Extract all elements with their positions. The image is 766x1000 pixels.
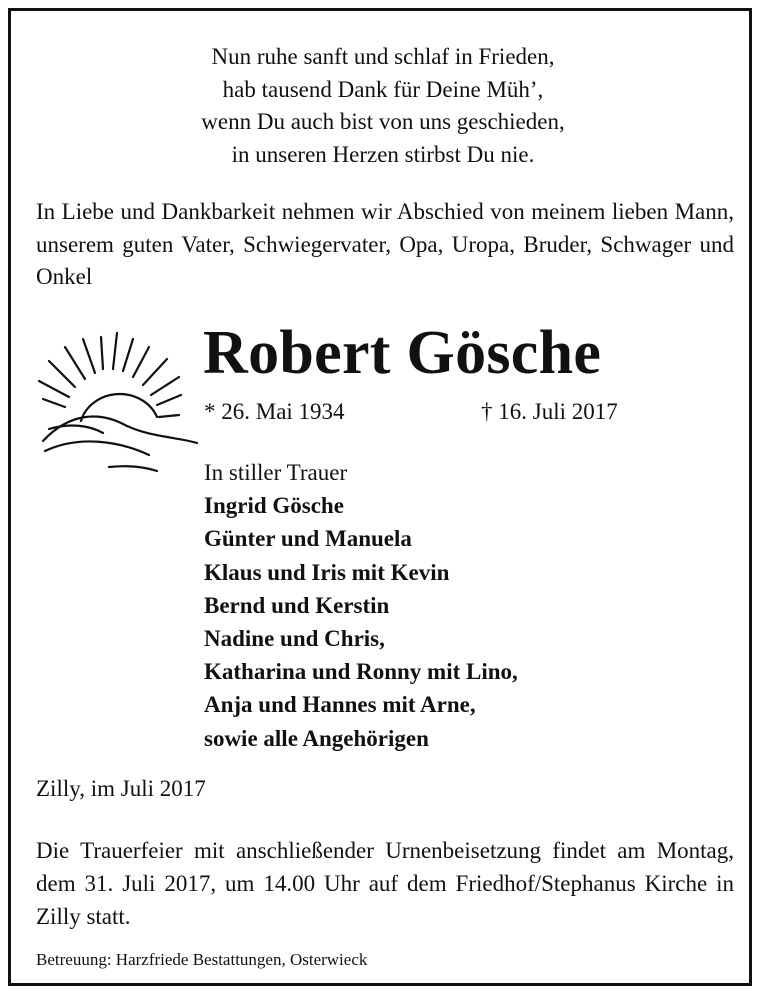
mourner-name: Bernd und Kerstin [204, 592, 390, 618]
mourners-heading: In stiller Trauer [204, 460, 348, 485]
funeral-service-notice: Die Trauerfeier mit anschließender Urnenbeisetzung findet am Montag, dem 31. Juli 2017, um 14.00 Uhr auf dem Friedhof/Stephanus Kirche in Zilly statt. [36, 838, 734, 929]
obituary-frame [8, 8, 752, 986]
death-date: † 16. Juli 2017 [481, 399, 618, 424]
poem-line: hab tausend Dank für Deine Müh’, [222, 76, 544, 102]
poem-line: Nun ruhe sanft und schlaf in Frieden, [211, 44, 555, 69]
mourner-name: Günter und Manuela [204, 526, 412, 552]
mourner-name: Anja und Hannes mit Arne, [204, 692, 476, 718]
deceased-name: Robert Gösche [203, 319, 602, 387]
birth-date: * 26. Mai 1934 [204, 399, 345, 424]
place-and-date: Zilly, im Juli 2017 [36, 776, 206, 801]
poem-line: wenn Du auch bist von uns geschieden, [201, 109, 565, 134]
mourner-name: Ingrid Gösche [204, 493, 344, 519]
poem-line: in unseren Herzen stirbst Du nie. [231, 141, 535, 167]
setting-sun-icon [29, 329, 199, 479]
mourner-name: Nadine und Chris, [204, 626, 385, 652]
mourners-list [204, 456, 518, 755]
mourner-name: Klaus und Iris mit Kevin [204, 559, 450, 585]
mourner-name: Katharina und Ronny mit Lino, [204, 659, 518, 685]
memorial-poem [11, 41, 755, 171]
farewell-intro: In Liebe und Dankbarkeit nehmen wir Abschied von meinem lieben Mann, unserem guten Vater, Schwiegervater, Opa, Uropa, Bruder, Schwager und Onkel [36, 199, 734, 289]
mourner-name: sowie alle Angehörigen [204, 725, 429, 751]
undertaker-credit: Betreuung: Harzfriede Bestattungen, Osterwieck [36, 950, 368, 969]
